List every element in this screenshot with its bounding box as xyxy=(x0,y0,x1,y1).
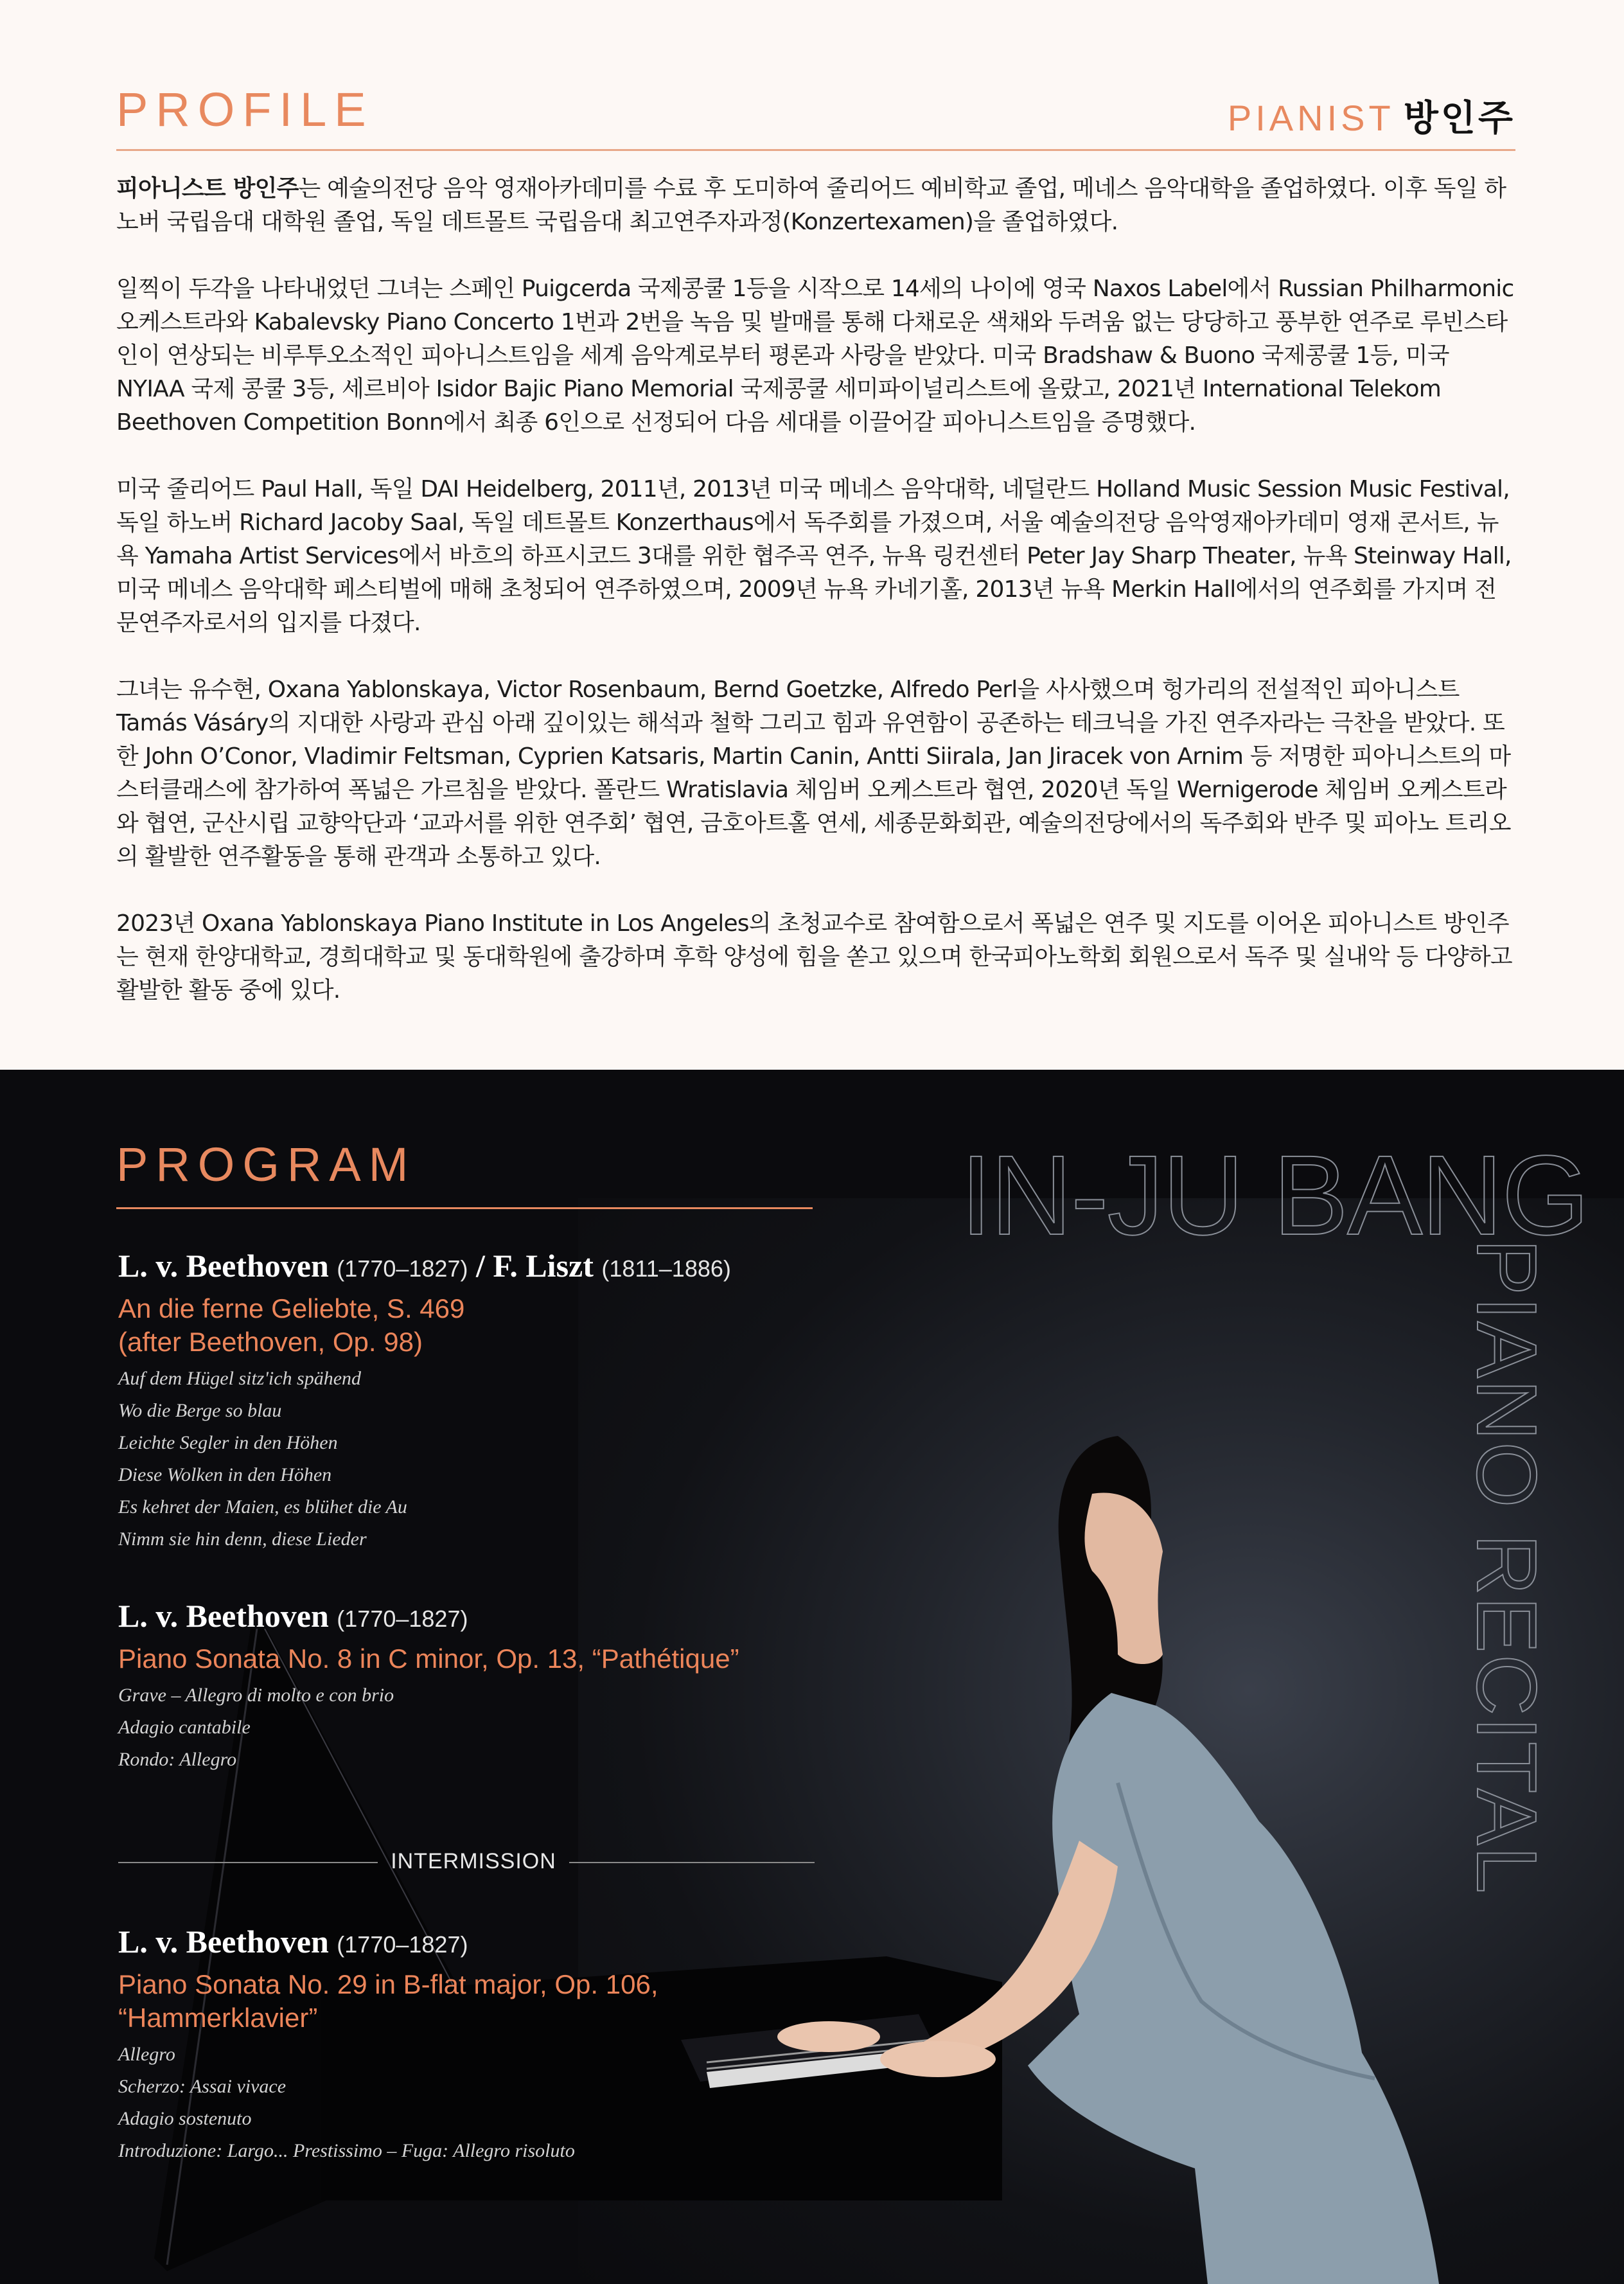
biography xyxy=(116,172,1517,1041)
composer-dates: (1770–1827) xyxy=(337,1606,468,1632)
bio-highlight-name: 피아니스트 방인주 xyxy=(116,175,299,202)
work-title xyxy=(118,1642,857,1676)
profile-divider xyxy=(116,149,1515,151)
artist-name-title: IN-JU BANG xyxy=(960,1133,1589,1259)
movement-list xyxy=(118,1679,857,1776)
composer-dates: (1770–1827) xyxy=(337,1931,468,1958)
intermission-divider xyxy=(118,1849,815,1875)
recital-title-vertical xyxy=(1361,1239,1554,1895)
recital-title-text: PIANO RECITAL xyxy=(1460,1239,1554,1895)
bio-paragraph-1 xyxy=(116,172,1517,239)
bio-paragraph-2: 일찍이 두각을 나타내었던 그녀는 스페인 Puigcerda 국제콩쿨 1등을 시작으로 14세의 나이에 영국 Naxos Label에서 Russian Philharmonic 오케스트라와 Kabalevsky Piano Concerto 1번과 2번을 녹음 및 발매를 통해 다채로운 색채와 두려움 없는 당당하고 풍부한 연주로 루빈스타인이 연상되는 비루투오소적인 피아니스트임을 세계 음악계로부터 평론과 사랑을 받았다. 미국 Bradshaw & Buono 국제콩쿨 1등, 미국 NYIAA 국제 콩쿨 3등, 세르비아 Isidor Bajic Piano Memorial 국제콩쿨 세미파이널리스트에 올랐고, 2021년 International Telekom Beethoven Competition Bonn에서 최종 6인으로 선정되어 다음 세대를 이끌어갈 피아니스트임을 증명했다. xyxy=(116,276,1514,436)
movement-item: Es kehret der Maien, es blühet die Au xyxy=(118,1496,407,1518)
program-work-3 xyxy=(118,1922,857,2167)
composer-separator: / xyxy=(475,1248,485,1284)
program-work-2 xyxy=(118,1597,857,1776)
composer-dates: (1770–1827) xyxy=(337,1255,468,1282)
work-title-line-1: Piano Sonata No. 29 in B-flat major, Op. 106, xyxy=(118,1969,658,1999)
profile-heading: PROFILE xyxy=(116,83,374,136)
composer-dates-2: (1811–1886) xyxy=(601,1255,731,1282)
movement-item: Wo die Berge so blau xyxy=(118,1400,282,1421)
composer-name: L. v. Beethoven xyxy=(118,1924,329,1960)
program-work-1 xyxy=(118,1246,857,1555)
movement-item: Adagio cantabile xyxy=(118,1717,251,1738)
movement-item: Nimm sie hin denn, diese Lieder xyxy=(118,1528,367,1550)
intermission-line-left xyxy=(118,1862,378,1863)
work-title xyxy=(118,1292,857,1359)
work-title-line-2: (after Beethoven, Op. 98) xyxy=(118,1327,423,1357)
work-composer-line xyxy=(118,1597,857,1638)
pianist-role: PIANIST xyxy=(1227,98,1395,138)
work-composer-line xyxy=(118,1246,857,1288)
work-title-line-1: Piano Sonata No. 8 in C minor, Op. 13, “Pathétique” xyxy=(118,1643,739,1674)
movement-item: Adagio sostenuto xyxy=(118,2108,252,2129)
program-heading: PROGRAM xyxy=(116,1138,416,1191)
movement-item: Grave – Allegro di molto e con brio xyxy=(118,1685,394,1706)
intermission-label: INTERMISSION xyxy=(391,1849,556,1873)
program-section xyxy=(0,1070,1624,2284)
bio-paragraph-4: 그녀는 유수현, Oxana Yablonskaya, Victor Rosenbaum, Bernd Goetzke, Alfredo Perl을 사사했으며 헝가리의 전설적인 피아니스트 Tamás Vásáry의 지대한 사랑과 관심 아래 깊이있는 해석과 철학 그리고 힘과 유연함이 공존하는 테크닉을 가진 연주자라는 극찬을 받았다. 또한 John O’Conor, Vladimir Feltsman, Cyprien Katsaris, Martin Canin, Antti Siirala, Jan Jiracek von Arnim 등 저명한 피아니스트의 마스터클래스에 참가하여 폭넓은 가르침을 받았다. 폴란드 Wratislavia 체임버 오케스트라 협연, 2020년 독일 Wernigerode 체임버 오케스트라와 협연, 군산시립 교향악단과 ‘교과서를 위한 연주회’ 협연, 금호아트홀 연세, 세종문화회관, 예술의전당에서의 독주회와 반주 및 피아노 트리오의 활발한 연주활동을 통해 관객과 소통하고 있다. xyxy=(116,677,1511,870)
bio-paragraph-5: 2023년 Oxana Yablonskaya Piano Institute in Los Angeles의 초청교수로 참여함으로서 폭넓은 연주 및 지도를 이어온 피아니스트 방인주는 현재 한양대학교, 경희대학교 및 동대학원에 출강하며 후학 양성에 힘을 쏟고 있으며 한국피아노학회 회원으로서 독주 및 실내악 등 다양하고 활발한 활동 중에 있다. xyxy=(116,910,1512,1004)
bio-paragraph-3: 미국 줄리어드 Paul Hall, 독일 DAI Heidelberg, 2011년, 2013년 미국 메네스 음악대학, 네덜란드 Holland Music Session Music Festival, 독일 하노버 Richard Jacoby Saal, 독일 데트몰트 Konzerthaus에서 독주회를 가졌으며, 서울 예술의전당 음악영재아카데미 영재 콘서트, 뉴욕 Yamaha Artist Services에서 바흐의 하프시코드 3대를 위한 협주곡 연주, 뉴욕 링컨센터 Peter Jay Sharp Theater, 뉴욕 Steinway Hall, 미국 메네스 음악대학 페스티벌에 매해 초청되어 연주하였으며, 2009년 뉴욕 카네기홀, 2013년 뉴욕 Merkin Hall에서의 연주회를 가지며 전문연주자로서의 입지를 다졌다. xyxy=(116,476,1512,636)
movement-list xyxy=(118,2039,857,2167)
movement-list xyxy=(118,1363,857,1555)
movement-item: Introduzione: Largo... Prestissimo – Fuga: Allegro risoluto xyxy=(118,2140,575,2161)
movement-item: Diese Wolken in den Höhen xyxy=(118,1464,332,1485)
movement-item: Leichte Segler in den Höhen xyxy=(118,1432,338,1453)
work-title xyxy=(118,1968,857,2035)
composer-name-2: F. Liszt xyxy=(493,1248,594,1284)
work-title-line-2: “Hammerklavier” xyxy=(118,2003,318,2033)
movement-item: Rondo: Allegro xyxy=(118,1749,237,1770)
work-title-line-1: An die ferne Geliebte, S. 469 xyxy=(118,1293,465,1323)
intermission-line-right xyxy=(569,1862,815,1863)
pianist-name-ko: 방인주 xyxy=(1403,98,1515,139)
work-composer-line xyxy=(118,1922,857,1964)
program-divider xyxy=(116,1207,813,1209)
movement-item: Auf dem Hügel sitz'ich spähend xyxy=(118,1368,362,1389)
bio-p1-text: 는 예술의전당 음악 영재아카데미를 수료 후 도미하여 줄리어드 예비학교 졸업, 메네스 음악대학을 졸업하였다. 이후 독일 하노버 국립음대 대학원 졸업, 독일 데트몰트 국립음대 최고연주자과정(Konzertexamen)을 졸업하였다. xyxy=(116,175,1506,235)
movement-item: Scherzo: Assai vivace xyxy=(118,2076,287,2097)
pianist-label xyxy=(1228,90,1515,141)
movement-item: Allegro xyxy=(118,2044,175,2065)
composer-name: L. v. Beethoven xyxy=(118,1598,329,1634)
composer-name: L. v. Beethoven xyxy=(118,1248,329,1284)
profile-section xyxy=(0,0,1624,1070)
